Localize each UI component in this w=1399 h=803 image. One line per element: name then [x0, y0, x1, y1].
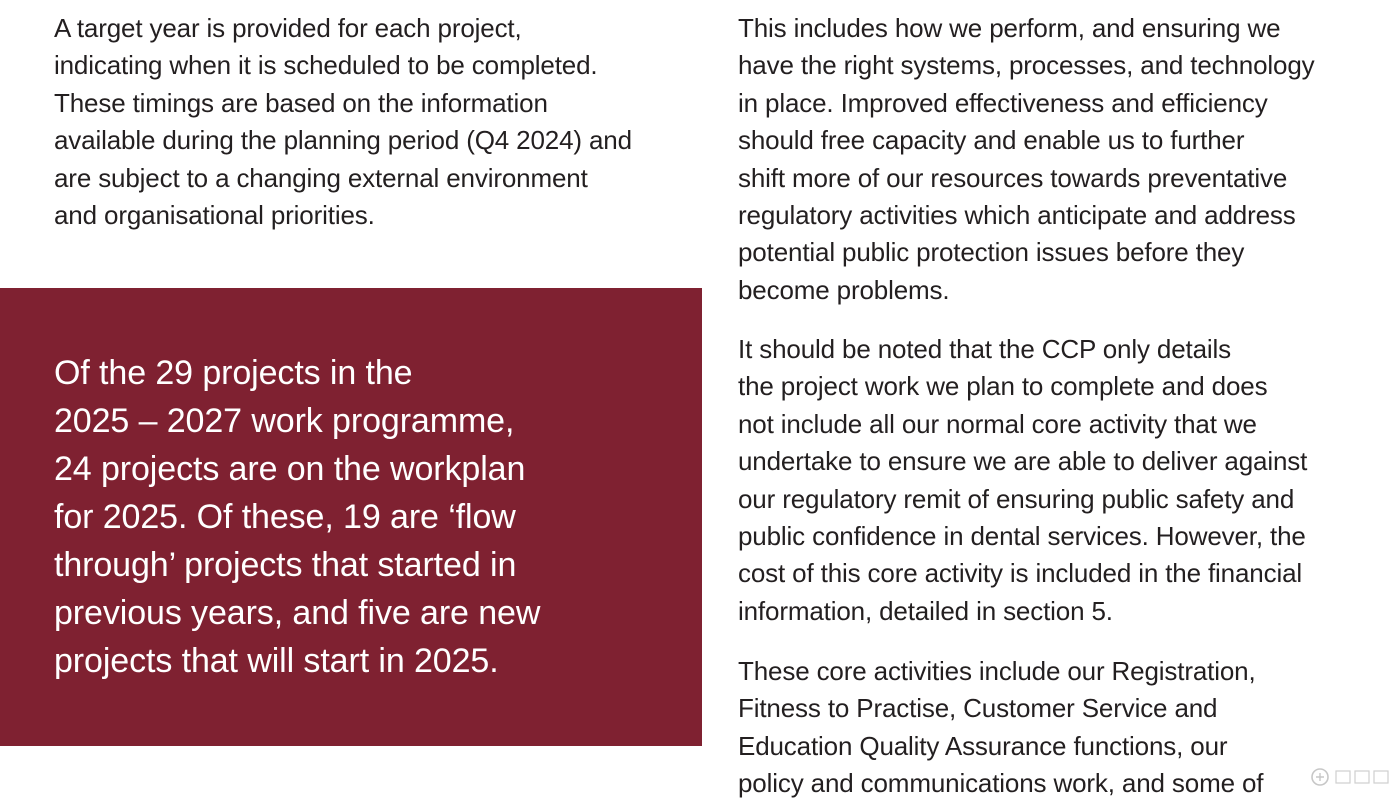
- text-line: our regulatory remit of ensuring public safety and: [738, 483, 1295, 514]
- text-line: This includes how we perform, and ensuring we: [738, 13, 1281, 43]
- text-line: not include all our normal core activity that we: [738, 408, 1257, 439]
- text-line: information, detailed in section 5.: [738, 595, 1113, 626]
- text-line: indicating when it is scheduled to be completed.: [54, 50, 598, 81]
- text-line: and organisational priorities.: [54, 199, 375, 230]
- intro-paragraph: [54, 10, 632, 234]
- highlight-callout: [0, 288, 702, 746]
- watermark: [1310, 768, 1394, 790]
- text-line: the project work we plan to complete and does: [738, 371, 1268, 402]
- text-line: Education Quality Assurance functions, our: [738, 730, 1228, 761]
- text-line: These timings are based on the information: [54, 87, 548, 118]
- watermark-logo-mark: [1334, 768, 1390, 791]
- text-line: become problems.: [738, 274, 950, 305]
- callout-line: 24 projects are on the workplan: [54, 450, 526, 488]
- text-line: available during the planning period (Q4 2024) and: [54, 125, 632, 156]
- text-line: are subject to a changing external environment: [54, 162, 588, 193]
- ccp-note-paragraph: [738, 331, 1307, 630]
- text-line: cost of this core activity is included in the financial: [738, 558, 1303, 589]
- callout-text: [54, 349, 540, 685]
- callout-line: projects that will start in 2025.: [54, 642, 499, 680]
- callout-line: for 2025. Of these, 19 are ‘flow: [54, 498, 516, 536]
- callout-line: through’ projects that started in: [54, 546, 517, 584]
- text-line: shift more of our resources towards preventative: [738, 162, 1288, 193]
- callout-line: 2025 – 2027 work programme,: [54, 402, 515, 440]
- text-line: It should be noted that the CCP only details: [738, 334, 1232, 364]
- callout-line: Of the 29 projects in the: [54, 354, 413, 392]
- text-line: policy and communications work, and some of: [738, 768, 1264, 799]
- text-line: public confidence in dental services. However, the: [738, 520, 1306, 551]
- text-line: should free capacity and enable us to further: [738, 125, 1245, 156]
- callout-line: previous years, and five are new: [54, 594, 541, 632]
- circle-logo-icon: [1310, 767, 1330, 792]
- text-line: undertake to ensure we are able to deliver against: [738, 446, 1308, 477]
- text-line: have the right systems, processes, and technology: [738, 50, 1315, 81]
- text-line: Fitness to Practise, Customer Service and: [738, 693, 1218, 724]
- performance-paragraph: [738, 10, 1315, 309]
- text-line: potential public protection issues before they: [738, 237, 1245, 268]
- text-line: These core activities include our Registration,: [738, 656, 1256, 686]
- text-line: regulatory activities which anticipate and address: [738, 199, 1296, 230]
- text-line: in place. Improved effectiveness and efficiency: [738, 87, 1268, 118]
- core-activities-paragraph: [738, 653, 1263, 803]
- text-line: A target year is provided for each project,: [54, 13, 522, 43]
